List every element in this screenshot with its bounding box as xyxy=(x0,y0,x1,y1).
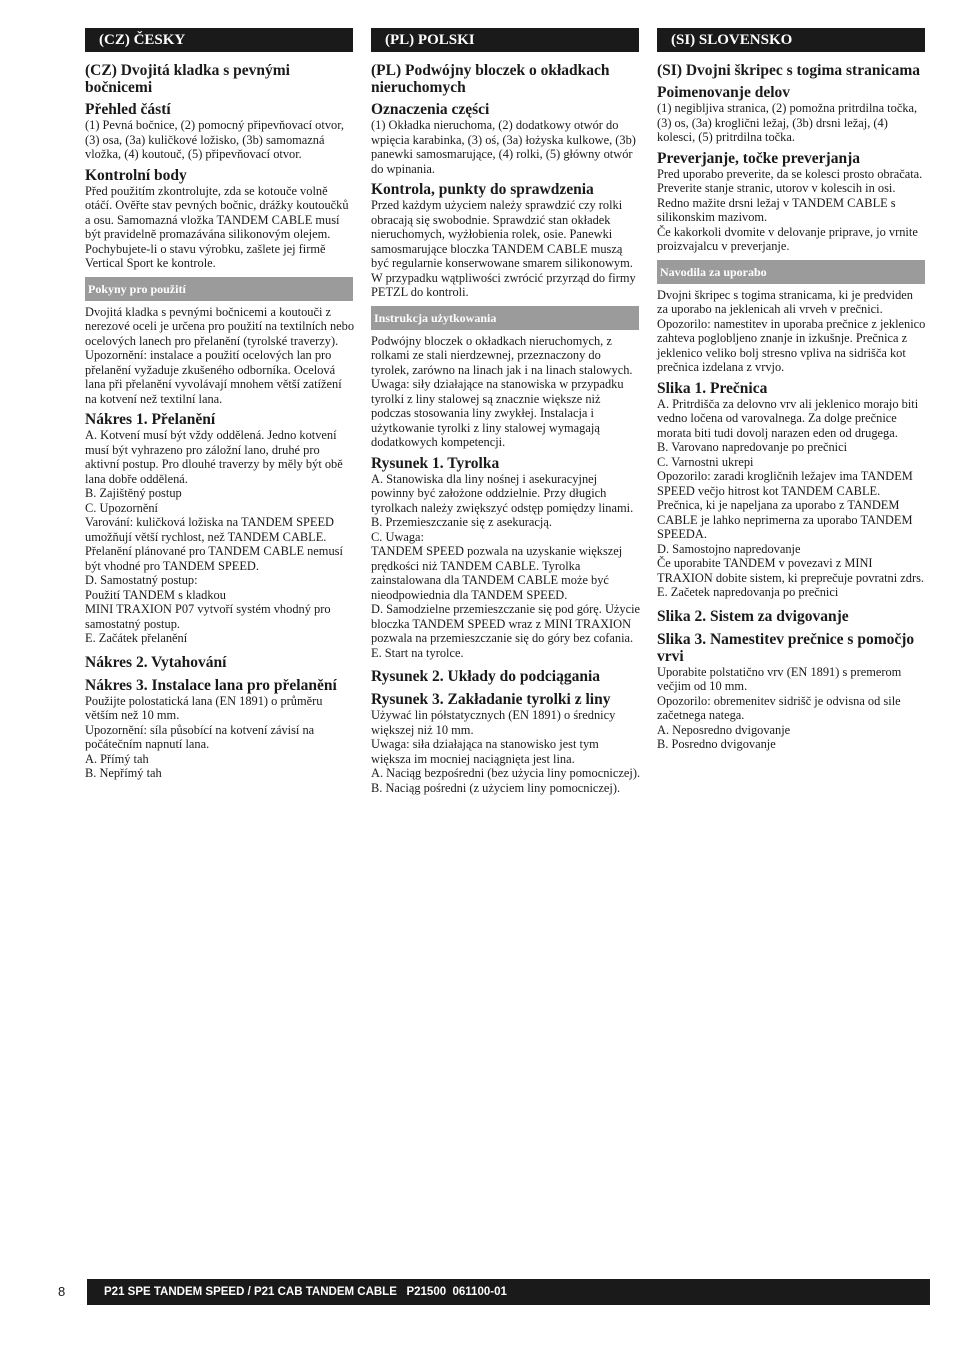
language-header-cz: (CZ) ČESKY xyxy=(85,28,353,52)
section-heading-parts-pl: Oznaczenia części xyxy=(371,101,490,118)
section-heading-figure2-si: Slika 2. Sistem za dvigovanje xyxy=(657,607,849,625)
section-heading-figure1-pl: Rysunek 1. Tyrolka xyxy=(371,454,500,472)
footer-product-bar: P21 SPE TANDEM SPEED / P21 CAB TANDEM CABLE P21500 061100-01 xyxy=(87,1279,930,1305)
instructions-bar-cz: Pokyny pro použití xyxy=(85,277,353,301)
paragraph-parts-cz: (1) Pevná bočnice, (2) pomocný připevňovací otvor, (3) osa, (3a) kuličkové ložisko, (3b) samomazná vložka, (4) koutouč, (5) připevňovací otvor. xyxy=(85,118,344,161)
column-cz xyxy=(85,28,355,781)
section-heading-inspection-pl: Kontrola, punkty do sprawdzenia xyxy=(371,181,594,198)
language-header-si: (SI) SLOVENSKO xyxy=(657,28,925,52)
section-heading-figure3-cz: Nákres 3. Instalace lana pro přelanění xyxy=(85,676,337,694)
paragraph-inspection-si: Pred uporabo preverite, da se kolesci prosto obračata. Preverite stanje stranic, utorov v kolescih in osi. Redno mažite drsni ležaj v TANDEM CABLE s silikonskim mazivom. Če kakorkoli dvomite v delovanje pripravе, jo vrnite proizvajalcu v preverjanje. xyxy=(657,166,923,253)
section-heading-figure2-pl: Rysunek 2. Układy do podciągania xyxy=(371,668,601,685)
language-header-pl: (PL) POLSKI xyxy=(371,28,639,52)
instructions-bar-pl: Instrukcja użytkowania xyxy=(371,306,639,330)
paragraph-figure3-pl: Używać lin półstatycznych (EN 1891) o średnicy większej niż 10 mm. Uwaga: siła działająca na stanowisko jest tym większa im mocniej naciągnięta jest lina. A. Naciąg bezpośredni (bez użycia liny pomocniczej). B. Naciąg pośredni (z użyciem liny pomocniczej). xyxy=(371,708,641,795)
paragraph-figure3-si: Uporabite polstatično vrv (EN 1891) s premerom večjim od 10 mm. Opozorilo: obremenitev sidrišč je odvisna od sile začetnega natega. A. Neposredno dvigovanje B. Posredno dvigovanje xyxy=(657,664,902,751)
paragraph-usage-pl: Podwójny bloczek o okładkach nieruchomych, z rolkami ze stali nierdzewnej, przeznaczony do tyrolek, zarówno na linach jak i na linach stalowych. Uwaga: siły działające na stanowiska w przypadku tyrolki z liny stalowej są znacznie większe niż podczas stosowania liny zwykłej. Instalacja i użytkowanie tyrolki z liny stalowej wymagają dodatkowych kompetencji. xyxy=(371,333,633,449)
section-heading-figure1-cz: Nákres 1. Přelanění xyxy=(85,411,216,428)
page-number: 8 xyxy=(58,1284,66,1299)
document-title-cz: (CZ) Dvojitá kladka s pevnými bočnicemi xyxy=(85,62,290,96)
paragraph-figure1-pl: A. Stanowiska dla liny nośnej i asekuracyjnej powinny być założone oddzielnie. Przy długich tyrolkach należy zwiększyć odstęp pomiędzy linami. B. Przemieszczanie się z asekuracją. C. Uwaga: TANDEM SPEED pozwala na uzyskanie większej prędkości niż TANDEM CABLE. Tyrolka zainstalowana dla TANDEM CABLE może być nieodpowiednia dla TANDEM SPEED. D. Samodzielne przemieszczanie się pod górę. Użycie bloczka TANDEM SPEED wraz z MINI TRAXION pozwala na przemieszczanie się do góry bez cofania. E. Start na tyrolce. xyxy=(371,471,641,660)
paragraph-usage-cz: Dvojitá kladka s pevnými bočnicemi a koutouči z nerezové oceli je určena pro použití na textilních nebo ocelových lanech pro přelanění (tyrolské traverzy). Upozornění: instalace a použití ocelových lan pro přelanění vyžaduje zkušeného odborníka. Ocelová lana při přelanění vyvolávají mnohem větší zatížení na kotvení než textilní lana. xyxy=(85,304,355,406)
paragraph-figure3-cz: Použijte polostatická lana (EN 1891) o průměru větším než 10 mm. Upozornění: síla působící na kotvení závisí na počátečním napnutí lana. A. Přímý tah B. Nepřímý tah xyxy=(85,693,323,780)
document-title-pl: (PL) Podwójny bloczek o okładkach nieruchomych xyxy=(371,62,610,96)
column-pl xyxy=(371,28,641,795)
paragraph-parts-si: (1) negibljiva stranica, (2) pomožna pritrdilna točka, (3) os, (3a) kroglični ležaj, (3b) drsni ležaj, (4) kolesci, (5) pritrdilna točka. xyxy=(657,101,918,144)
section-heading-parts-cz: Přehled částí xyxy=(85,101,171,118)
paragraph-usage-si: Dvojni škripec s togima stranicama, ki je predviden za uporabo na jeklenicah ali vrveh v prečnici. Opozorilo: namestitev in uporaba prečnice z jeklenico zahteva poglobljeno znanje in izkušnje. Prečnica z jeklenico veliko bolj stresno vpliva na sidrišča kot prečnica izdelana z vrvjo. xyxy=(657,287,926,374)
section-heading-figure3-si: Slika 3. Namestitev prečnice s pomočjo vrvi xyxy=(657,630,915,665)
section-heading-inspection-cz: Kontrolní body xyxy=(85,166,187,184)
paragraph-inspection-pl: Przed każdym użyciem należy sprawdzić czy rolki obracają się swobodnie. Sprawdzić stan okładek nieruchomych, wyżłobienia rolek, osie. Panewki samosmarujące bloczka TANDEM CABLE muszą być regularnie konserwowane smarem silikonowym. W przypadku wątpliwości zwrócić przyrząd do firmy PETZL do kontroli. xyxy=(371,198,636,299)
document-title-si: (SI) Dvojni škripec s togima stranicama xyxy=(657,62,921,79)
section-heading-figure2-cz: Nákres 2. Vytahování xyxy=(85,653,227,671)
paragraph-figure1-cz: A. Kotvení musí být vždy oddělená. Jedno kotvení musí být vyhrazeno pro záložní lano, druhé pro aktivní postup. Pro dlouhé traverzy by měly být obě lana dobře oddělená. B. Zajištěný postup C. Upozornění Varování: kuličková ložiska na TANDEM SPEED umožňují větší rychlost, než TANDEM CABLE. Přelanění plánované pro TANDEM CABLE nemusí být vhodné pro TANDEM SPEED. D. Samostatný postup: Použití TANDEM s kladkou MINI TRAXION P07 vytvoří systém vhodný pro samostatný postup. E. Začátek přelanění xyxy=(85,428,343,645)
paragraph-inspection-cz: Před použitím zkontrolujte, zda se kotouče volně otáčí. Ověřte stav pevných bočnic, drážky koutoučků a osu. Samomazná vložka TANDEM CABLE musí být pravidelně promazávána silikonovým olejem. Pochybujete-li o stavu výrobku, zašlete jej firmě Vertical Sport ke kontrole. xyxy=(85,183,349,270)
section-heading-parts-si: Poimenovanje delov xyxy=(657,84,791,101)
section-heading-inspection-si: Preverjanje, točke preverjanja xyxy=(657,149,860,167)
page-footer xyxy=(58,1279,930,1305)
section-heading-figure3-pl: Rysunek 3. Zakładanie tyrolki z liny xyxy=(371,691,611,708)
paragraph-parts-pl: (1) Okładka nieruchoma, (2) dodatkowy otwór do wpięcia karabinka, (3) oś, (3a) łożyska kulkowe, (3b) panewki samosmarujące, (4) rolki, (5) główny otwór do wpinania. xyxy=(371,118,636,176)
column-si xyxy=(657,28,927,752)
section-heading-figure1-si: Slika 1. Prečnica xyxy=(657,379,768,397)
instructions-bar-si: Navodila za uporabo xyxy=(657,260,925,284)
paragraph-figure1-si: A. Pritrdišča za delovno vrv ali jeklenico morajo biti vedno ločena od varovalnega. Za dolge prečnice morata biti tudi dovolj narazen eden od drugega. B. Varovano napredovanje po prečnici C. Varnostni ukrepi Opozorilo: zaradi krogličnih ležajev ima TANDEM SPEED večjo hitrost kot TANDEM CABLE. Prečnica, ki je napeljana za uporabo z TANDEM CABLE je lahko neprimerna za uporabo TANDEM SPEEDA. D. Samostojno napredovanje Če uporabite TANDEM v povezavi z MINI TRAXION dobite sistem, ki preprečuje povratni zdrs. E. Začetek napredovanja po prečnici xyxy=(657,396,925,599)
